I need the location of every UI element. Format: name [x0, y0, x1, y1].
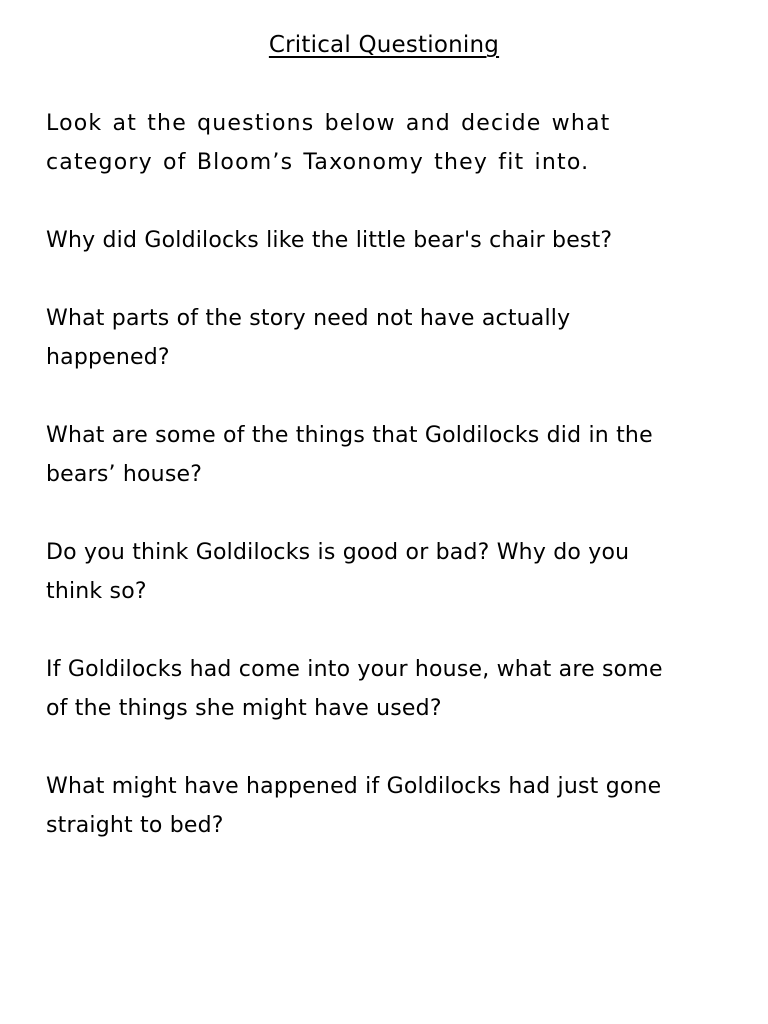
question-4	[46, 533, 746, 611]
question-2-line-1: What parts of the story need not have actually	[46, 306, 571, 331]
question-3-line-2: bears’ house?	[46, 462, 203, 487]
question-3	[46, 416, 746, 494]
question-6	[46, 767, 746, 845]
question-5-line-2: of the things she might have used?	[46, 696, 442, 721]
question-6-line-1: What might have happened if Goldilocks had just gone	[46, 774, 662, 799]
question-4-line-2: think so?	[46, 579, 147, 604]
question-1-line-1: Why did Goldilocks like the little bear's chair best?	[46, 228, 613, 253]
question-2-line-2: happened?	[46, 345, 170, 370]
question-1	[46, 221, 746, 260]
question-6-line-2: straight to bed?	[46, 813, 224, 838]
instructions-line-1: Look at the questions below and decide what	[46, 111, 611, 136]
page-title	[0, 28, 768, 62]
question-4-line-1: Do you think Goldilocks is good or bad? Why do you	[46, 540, 630, 565]
question-3-line-1: What are some of the things that Goldilocks did in the	[46, 423, 653, 448]
question-5-line-1: If Goldilocks had come into your house, what are some	[46, 657, 663, 682]
instructions-line-2: category of Bloom’s Taxonomy they fit into.	[46, 150, 590, 175]
instructions	[46, 104, 746, 182]
worksheet-content	[46, 104, 746, 884]
question-2	[46, 299, 746, 377]
question-5	[46, 650, 746, 728]
page-title-text: Critical Questioning	[268, 32, 500, 58]
